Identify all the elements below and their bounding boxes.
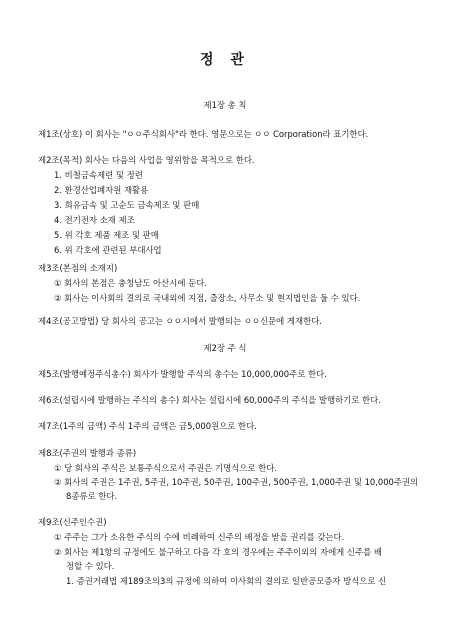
article-9-subitem: 1. 증권거래법 제189조의3의 규정에 의하여 이사회의 결의로 일반공모증자 방식으로 신 <box>66 576 387 586</box>
chapter-2-heading: 제2장 주 식 <box>203 343 247 353</box>
article-3-item: ② 회사는 이사회의 결의로 국내외에 지점, 출장소, 사무소 및 현지법인을 둘 수 있다. <box>54 293 361 303</box>
article-9-heading: 제9조(신주인수권) <box>38 517 107 527</box>
article-2-item: 6. 위 각호에 관련된 부대사업 <box>54 245 162 255</box>
article-2-item: 4. 전기전자 소재 제조 <box>54 215 135 225</box>
article-8-item-continued: 8종류로 한다. <box>66 491 118 501</box>
article-8-heading: 제8조(주권의 발행과 종류) <box>38 448 137 458</box>
article-9-item: ② 회사는 제1항의 규정에도 불구하고 다음 각 호의 경우에는 주주이외의 자에게 신주를 배 <box>54 547 382 557</box>
article-8-item: ② 회사의 주권은 1주권, 5주권, 10주권, 50주권, 100주권, 500주권, 1,000주권 및 10,000주권의 <box>54 477 419 487</box>
article-8-item: ① 당 회사의 주식은 보통주식으로서 주권은 기명식으로 한다. <box>54 463 277 473</box>
article-1: 제1조(상호) 이 회사는 "ㅇㅇ주식회사"라 한다. 영문으로는 ㅇㅇ Corporation라 표기한다. <box>38 129 369 139</box>
article-9-item-continued: 정할 수 있다. <box>66 561 115 571</box>
article-5: 제5조(발행예정주식총수) 회사가 발행할 주식의 총수는 10,000,000주로 한다. <box>38 369 327 379</box>
document-title: 정 관 <box>200 52 250 68</box>
article-7: 제7조(1주의 금액) 주식 1주의 금액은 금5,000원으로 한다. <box>38 421 257 431</box>
article-6: 제6조(설립시에 발행하는 주식의 총수) 회사는 설립시에 60,000주의 주식을 발행하기로 한다. <box>38 395 381 405</box>
article-2-item: 5. 위 각호 제품 제조 및 판매 <box>54 230 159 240</box>
chapter-1-heading: 제1장 총 칙 <box>203 100 247 110</box>
article-2-item: 1. 비철금속제련 및 정련 <box>54 170 143 180</box>
article-2-item: 3. 희유금속 및 고순도 금속제조 및 판매 <box>54 200 200 210</box>
article-9-item: ① 주주는 그가 소유한 주식의 수에 비례하여 신주의 배정을 받을 권리를 갖는다. <box>54 532 345 542</box>
article-4: 제4조(공고방법) 당 회사의 공고는 ㅇㅇ시에서 발행되는 ㅇㅇ신문에 게재한다. <box>38 316 322 326</box>
article-2-item: 2. 환경산업폐자원 재활용 <box>54 185 149 195</box>
article-3-item: ① 회사의 본점은 충청남도 아산시에 둔다. <box>54 278 207 288</box>
article-2-heading: 제2조(목적) 회사는 다음의 사업을 영위함을 목적으로 한다. <box>38 155 255 165</box>
article-3-heading: 제3조(본점의 소재지) <box>38 263 118 273</box>
